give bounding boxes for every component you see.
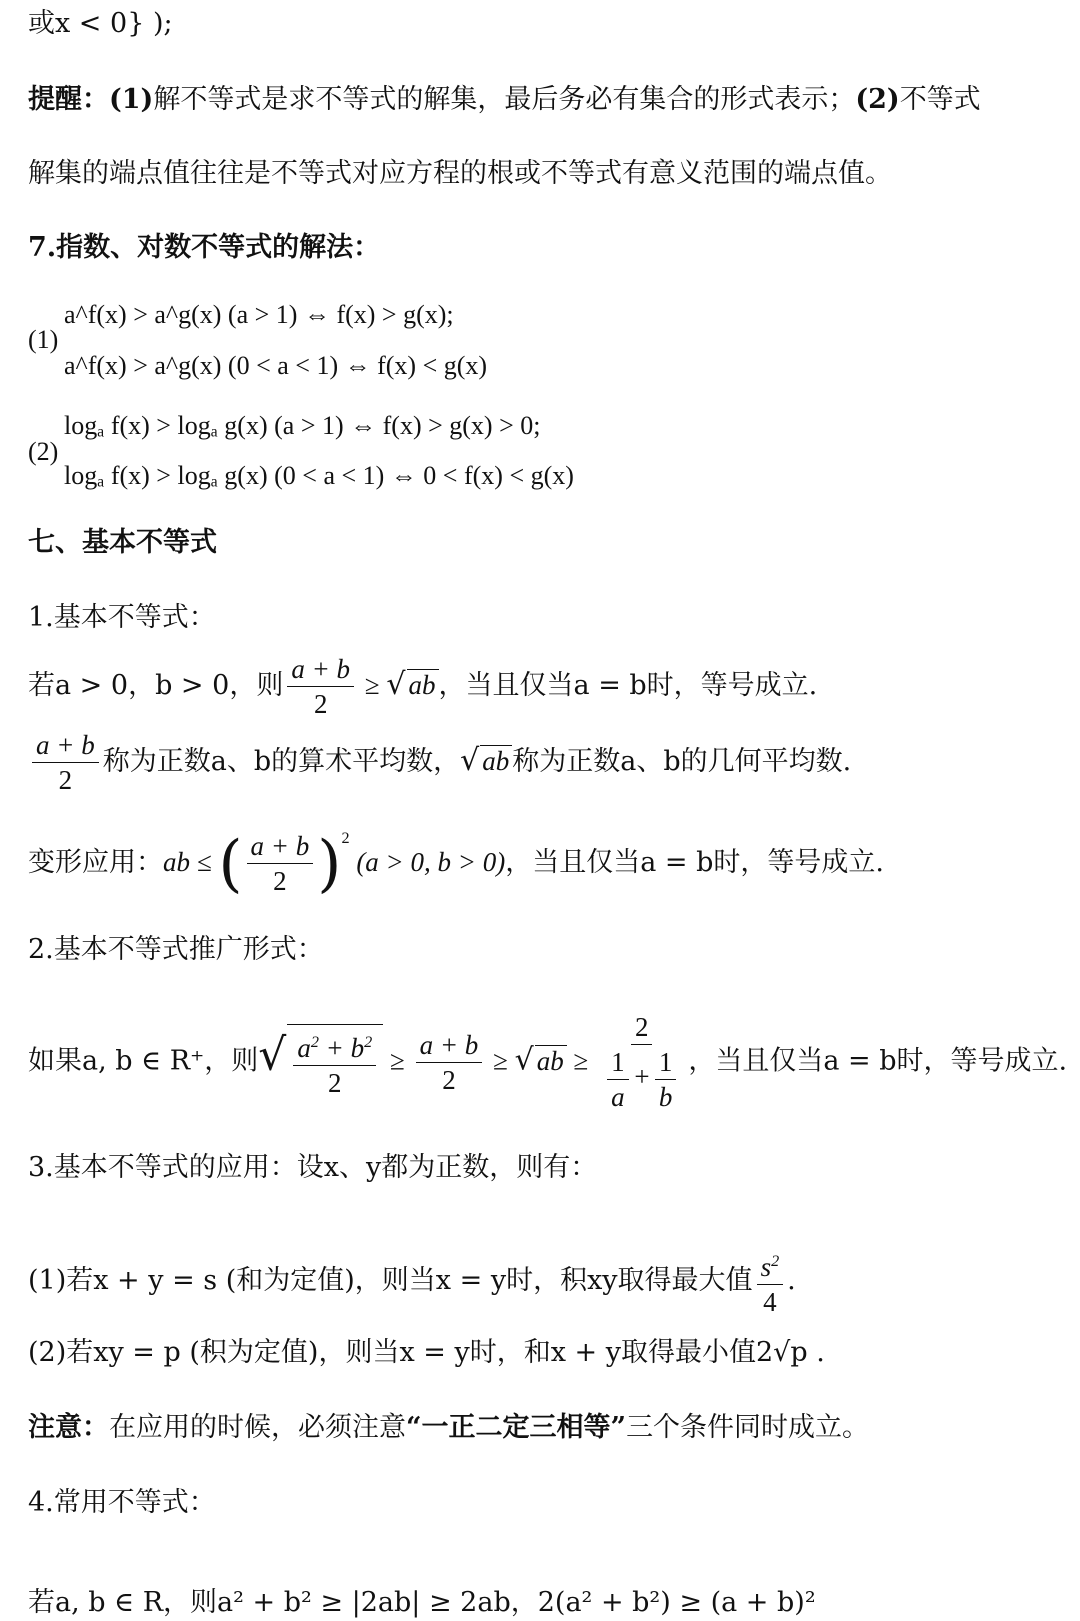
note-quote: “一正二定三相等” xyxy=(406,1412,627,1443)
application-item-1-text: (1)若x + y = s (和为定值)，则当x = y时，积xy取得最大值 xyxy=(28,1265,753,1296)
note-text-b: 三个条件同时成立。 xyxy=(626,1412,870,1443)
basic-ineq-condition: 若a > 0，b > 0，则 xyxy=(28,670,284,701)
reminder-line-2: 解集的端点值往往是不等式对应方程的根或不等式有意义范围的端点值。 xyxy=(28,158,892,189)
fraction-a-plus-b-over-2: $\frac{a + b}{2}$ xyxy=(32,728,99,797)
harmonic-mean-fraction: 2 $\frac{1}{a}$ + $\frac{1}{b}$ xyxy=(599,1010,684,1114)
application-item-1: (1)若x + y = s (和为定值)，则当x = y时，积xy取得最大值 $\frac{s^2}{4}$ . xyxy=(28,1244,796,1319)
basic-ineq-tail: ，当且仅当a = b时，等号成立. xyxy=(438,670,818,701)
note-text-a: 在应用的时候，必须注意 xyxy=(109,1412,406,1443)
reminder-tag-2: (2) xyxy=(855,84,900,115)
exp-ineq-line-2: a^f(x) > a^g(x) (0 < a < 1) ⇔ f(x) < g(x) xyxy=(64,351,488,380)
sqrt-ab: ab xyxy=(480,745,512,776)
section-7-heading: 7.指数、对数不等式的解法： xyxy=(28,232,381,263)
generalized-tail: ，当且仅当a = b时，等号成立. xyxy=(688,1045,1068,1077)
note-label: 注意： xyxy=(28,1412,109,1443)
item-1-tag: (1) xyxy=(28,325,59,354)
reminder-text-1: 解不等式是求不等式的解集，最后务必有集合的形式表示； xyxy=(153,84,856,115)
reminder-line-1 xyxy=(28,82,981,118)
fraction-a-plus-b-over-2: $\frac{a + b}{2}$ xyxy=(287,652,354,721)
fraction-s-squared-over-4: $\frac{s^2}{4}$ xyxy=(757,1244,784,1319)
log-ineq-line-2: logₐ f(x) > logₐ g(x) (0 < a < 1) ⇔ 0 < f(x) < g(x) xyxy=(64,461,574,490)
common-inequality-cut-line: 若a, b ∈ R，则a² + b² ≥ |2ab| ≥ 2ab，2(a² + b²) ≥ (a + b)² xyxy=(28,1587,816,1618)
geometric-mean-def: 称为正数a、b的几何平均数. xyxy=(512,746,852,777)
reminder-tag-1: (1) xyxy=(109,84,154,115)
generalized-condition: 如果a, b ∈ R⁺，则 xyxy=(28,1045,259,1077)
text-line-top: 或x < 0} ); xyxy=(28,8,173,39)
subsection-1-title: 1.基本不等式： xyxy=(28,602,216,633)
note-line xyxy=(28,1410,869,1446)
log-ineq-line-1: logₐ f(x) > logₐ g(x) (a > 1) ⇔ f(x) > g(x) > 0; xyxy=(64,411,541,440)
application-item-2: (2)若xy = p (积为定值)，则当x = y时，和x + y取得最小值2√p . xyxy=(28,1337,825,1368)
mean-definitions-line: $\frac{a + b}{2}$ 称为正数a、b的算术平均数，√ ab 称为正数a、b的几何平均数. xyxy=(28,728,851,797)
subsection-4-title: 4.常用不等式： xyxy=(28,1487,216,1518)
sqrt-ab: ab xyxy=(407,669,439,700)
subsection-2-title: 2.基本不等式推广形式： xyxy=(28,934,324,965)
exp-ineq-line-1: a^f(x) > a^g(x) (a > 1) ⇔ f(x) > g(x); xyxy=(64,300,454,329)
variant-line: 变形应用：ab ≤ ( $\frac{a + b}{2}$ )$^2$ (a > 0, b > 0)，当且仅当a = b时，等号成立. xyxy=(28,826,884,900)
subsection-3-title: 3.基本不等式的应用：设x、y都为正数，则有： xyxy=(28,1152,598,1183)
variant-label: 变形应用： xyxy=(28,847,163,878)
arithmetic-mean-def: 称为正数a、b的算术平均数， xyxy=(102,746,461,777)
generalized-inequality-line: 如果a, b ∈ R⁺，则√ $\frac{a^2 + b^2}{2}$ ≥ $\frac{a + b}{2}$ ≥ √ ab ≥ 2 $\frac{1}{a}$ + $\frac{1}{b}$ ，当且仅当a = b时，等号成立. xyxy=(28,1012,1068,1112)
item-2-tag: (2) xyxy=(28,437,59,466)
reminder-label: 提醒： xyxy=(28,84,109,115)
variant-tail: ，当且仅当a = b时，等号成立. xyxy=(505,847,884,878)
basic-inequality-line: 若a > 0，b > 0，则 $\frac{a + b}{2}$ ≥ √ ab ，当且仅当a = b时，等号成立. xyxy=(28,654,818,719)
chapter-heading: 七、基本不等式 xyxy=(28,527,217,558)
reminder-text-2a: 不等式 xyxy=(899,84,981,115)
